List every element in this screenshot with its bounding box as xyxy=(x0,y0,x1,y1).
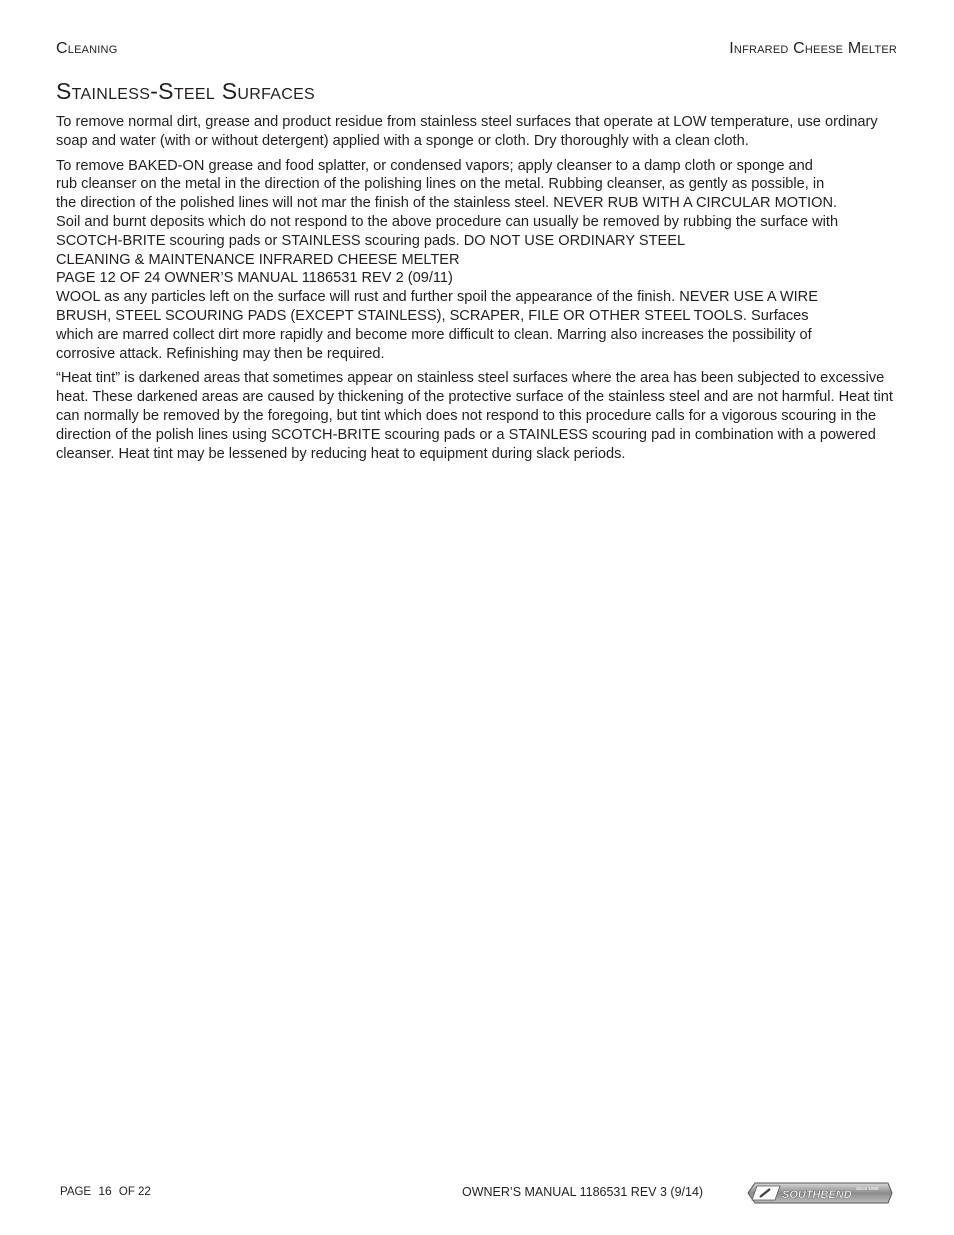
paragraph-line: corrosive attack. Refinishing may then be required. xyxy=(56,345,385,362)
page-label: PAGE xyxy=(60,1186,92,1198)
paragraph-line: rub cleanser on the metal in the direction of the polishing lines on the metal. Rubbing cleanser, as gently as possible, in xyxy=(56,176,825,193)
manual-revision: OWNER’S MANUAL 1186531 REV 3 (9/14) xyxy=(462,1185,704,1199)
paragraph-line: the direction of the polished lines will not mar the finish of the stainless steel. NEVER RUB WITH A CIRCULAR MOTION. xyxy=(56,195,838,212)
paragraph-normal-cleaning: To remove normal dirt, grease and product residue from stainless steel surfaces that operate at LOW temperature, use ordinary soap and water (with or without detergent) applied with a sponge or cloth. Dry thoroughly with a clean cloth. xyxy=(56,114,878,149)
header-product-label: Infrared Cheese Melter xyxy=(729,40,897,57)
paragraph-line: WOOL as any particles left on the surface will rust and further spoil the appearance of the finish. NEVER USE A WIRE xyxy=(56,289,818,306)
page-current: 16 xyxy=(98,1184,112,1198)
paragraph-line: which are marred collect dirt more rapidly and become more difficult to clean. Marring also increases the possibility of xyxy=(56,326,812,343)
paragraph-heat-tint: “Heat tint” is darkened areas that sometimes appear on stainless steel surfaces where the area has been subjected to excessive heat. These darkened areas are caused by thickening of the protective surface of the stainless steel and are not harmful. Heat tint can normally be removed by the foregoing, but tint which does not respond to this procedure calls for a vigorous scouring in the direction of the polish lines using SCOTCH-BRITE scouring pads or a STAINLESS scouring pad in combination with a powered cleanser. Heat tint may be lessened by reducing heat to equipment during slack periods. xyxy=(56,370,893,462)
section-title: Stainless-Steel Surfaces xyxy=(56,78,316,104)
logo-wordmark: SOUTHBEND xyxy=(782,1189,852,1201)
paragraph-line: CLEANING & MAINTENANCE INFRARED CHEESE MELTER xyxy=(56,251,460,268)
paragraph-baked-on-cleaning xyxy=(56,157,896,364)
paragraph-line: BRUSH, STEEL SCOURING PADS (EXCEPT STAINLESS), SCRAPER, FILE OR OTHER STEEL TOOLS. Surfaces xyxy=(56,307,809,324)
paragraph-line: Soil and burnt deposits which do not respond to the above procedure can usually be removed by rubbing the surface with xyxy=(56,213,839,230)
southbend-logo xyxy=(746,1181,894,1205)
header-section-label: Cleaning xyxy=(56,40,118,57)
page-number xyxy=(60,1184,151,1198)
page-total: OF 22 xyxy=(118,1186,151,1198)
logo-tagline: Since 1898 xyxy=(856,1186,879,1191)
paragraph-line: PAGE 12 OF 24 OWNER’S MANUAL 1186531 REV 2 (09/11) xyxy=(56,270,453,287)
paragraph-line: To remove BAKED-ON grease and food splatter, or condensed vapors; apply cleanser to a damp cloth or sponge and xyxy=(56,157,813,174)
paragraph-line: SCOTCH-BRITE scouring pads or STAINLESS scouring pads. DO NOT USE ORDINARY STEEL xyxy=(56,232,686,249)
section-body xyxy=(56,113,896,469)
